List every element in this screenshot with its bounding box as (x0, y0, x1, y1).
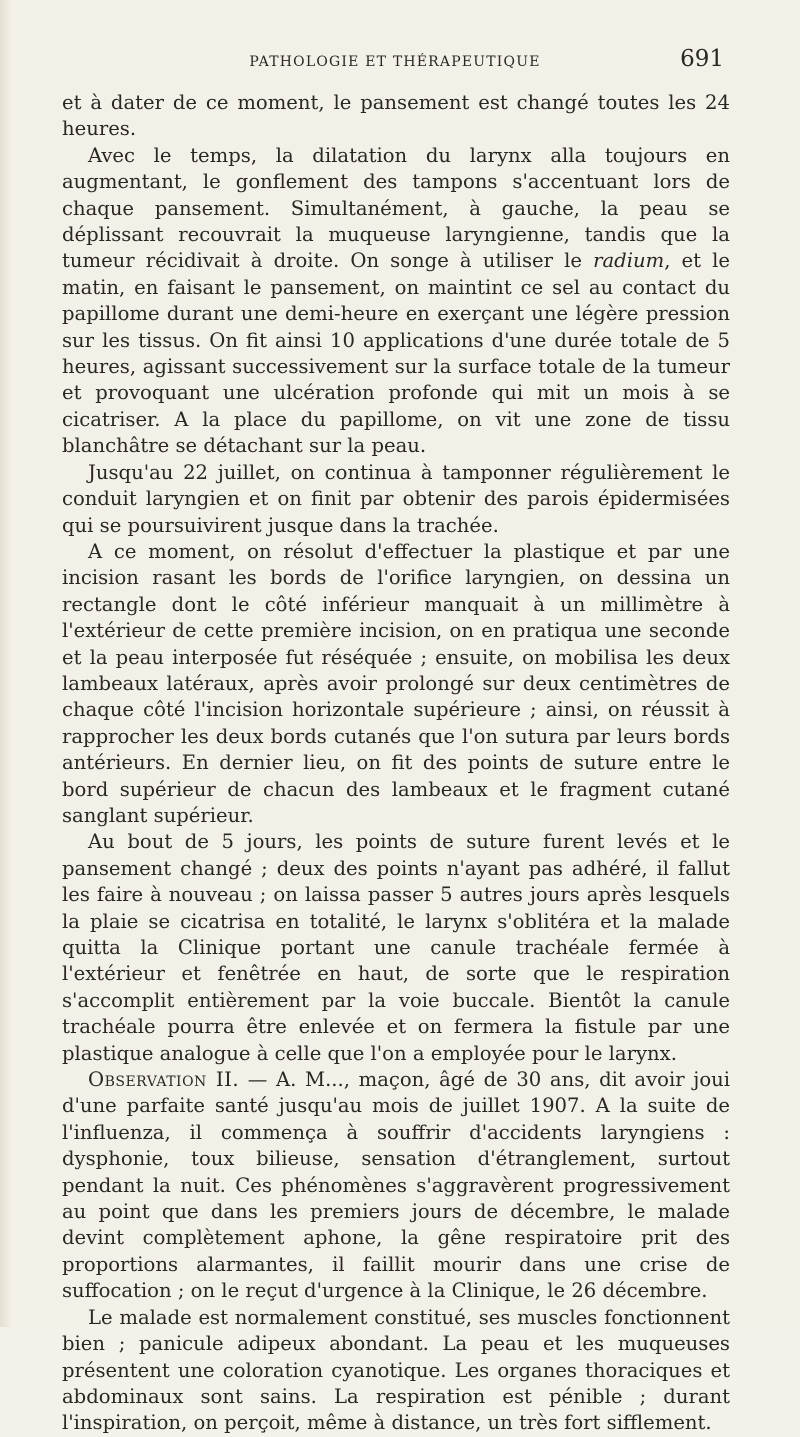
radium-term: radium (593, 249, 665, 273)
observation-paragraph (62, 1067, 730, 1305)
paragraph-continuation: et à dater de ce moment, le pansement est changé toutes les 24 heures. (62, 91, 730, 141)
paragraph (62, 143, 730, 460)
paragraph: Au bout de 5 jours, les points de suture furent levés et le pansement changé ; deux des points n'ayant pas adhéré, il fallut les faire à nouveau ; on laissa passer 5 autres jours après lesquels la plaie se cicatrisa en totalité, le larynx s'oblitéra et la malade quitta la Clinique portant une canule trachéale fermée à l'extérieur et fenêtrée en haut, de sorte que le respiration s'accomplit entièrement par la voie buccale. Bientôt la canule trachéale pourra être enlevée et on fermera la fistule par une plastique analogue à celle que l'on a employée pour le larynx. (62, 830, 730, 1065)
paragraph-text: — A. M..., maçon, âgé de 30 ans, dit avoir joui d'une parfaite santé jusqu'au mois de juillet 1907. A la suite de l'influenza, il commença à souffrir d'accidents laryngiens : dysphonie, toux bilieuse, sensation d'étranglement, surtout pendant la nuit. Ces phénomènes s'aggravèrent progressivement au point que dans les premiers jours de décembre, le malade devint complètement aphone, la gêne respiratoire prit des proportions alarmantes, il faillit mourir dans une crise de suffocation ; on le reçut d'urgence à la Clinique, le 26 décembre. (62, 1068, 731, 1303)
running-title: PATHOLOGIE ET THÉRAPEUTIQUE (249, 54, 541, 70)
paragraph: Le malade est normalement constitué, ses muscles fonctionnent bien ; panicule adipeux abondant. La peau et les muqueuses présentent une coloration cyanotique. Les organes thoraciques et abdominaux sont sains. La respiration est pénible ; durant l'inspiration, on perçoit, même à distance, un très fort sifflement. (62, 1305, 730, 1435)
page-number: 691 (680, 46, 724, 72)
paragraph-text: , et le matin, en faisant le pansement, on maintint ce sel au contact du papillome durant une demi-heure en exerçant une légère pression sur les tissus. On fit ainsi 10 applications d'une durée totale de 5 heures, agissant successivement sur la surface totale de la tumeur et provoquant une ulcération profonde qui mit un mois à se cicatriser. A la place du papillome, on vit une zone de tissu blanchâtre se détachant sur la peau. (62, 249, 730, 458)
paragraph: Jusqu'au 22 juillet, on continua à tamponner régulièrement le conduit laryngien et on finit par obtenir des parois épidermisées qui se poursuivirent jusque dans la trachée. (62, 460, 730, 537)
paragraph-text: Avec le temps, la dilatation du larynx alla toujours en augmentant, le gonflement des tampons s'accentuant lors de chaque pansement. Simultanément, à gauche, la peau se déplissant recouvrait la muqueuse laryngienne, tandis que la tumeur récidivait à droite. On songe à utiliser le (62, 143, 730, 273)
page-gutter (0, 0, 12, 1327)
body-text (62, 90, 730, 1437)
paragraph: A ce moment, on résolut d'effectuer la plastique et par une incision rasant les bords de l'orifice laryngien, on dessina un rectangle dont le côté inférieur manquait à un millimètre à l'extérieur de cette première incision, on en pratiqua une seconde et la peau interposée fut réséquée ; ensuite, on mobilisa les deux lambeaux latéraux, après avoir prolongé sur deux centimètres de chaque côté l'incision horizontale supérieure ; ainsi, on réussit à rapprocher les deux bords cutanés que l'on sutura par leurs bords antérieurs. En dernier lieu, on fit des points de suture entre le bord supérieur de chacun des lambeaux et le fragment cutané sanglant supérieur. (62, 539, 730, 827)
page-header (60, 46, 730, 76)
observation-heading: Observation II. (88, 1068, 240, 1092)
